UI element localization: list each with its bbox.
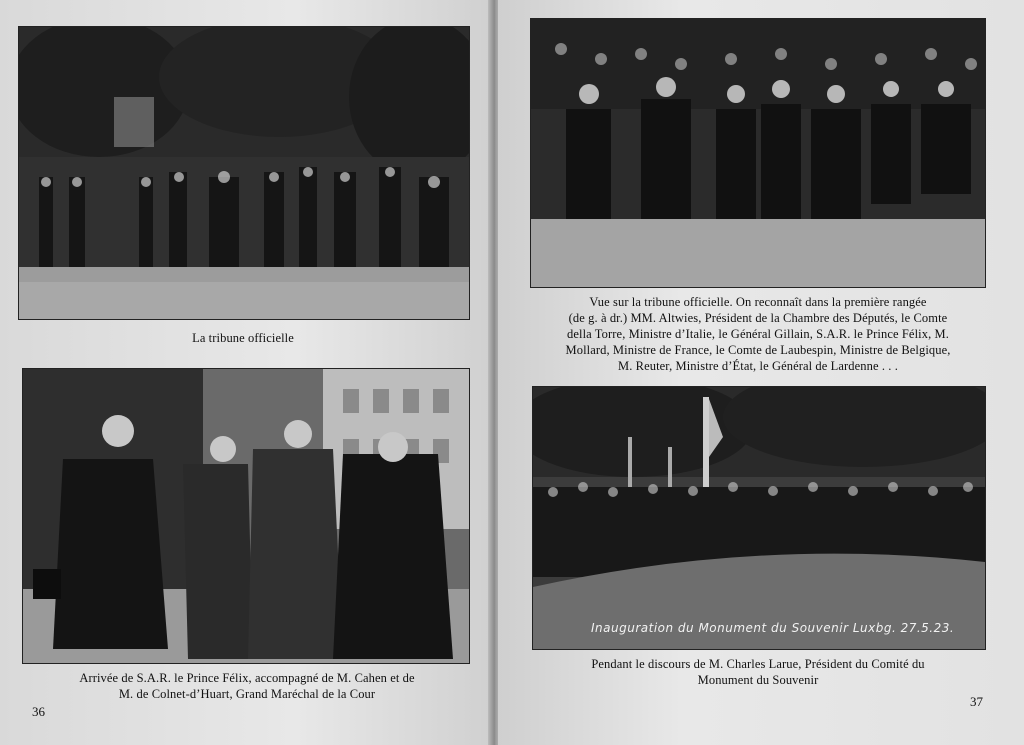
caption-line-5: M. Reuter, Ministre d’État, le Général de Lardenne . . . (617, 359, 898, 373)
left-page (0, 0, 492, 745)
page-number-right: 37 (970, 694, 983, 709)
right-page (498, 0, 1024, 745)
caption-prince-arrival-line1: Arrivée de S.A.R. le Prince Félix, accompagné de M. Cahen et de (79, 671, 415, 685)
caption-line-2: (de g. à dr.) MM. Altwies, Président de la Chambre des Députés, le Comte (568, 311, 948, 325)
caption-speech (532, 656, 984, 688)
caption-line-1: Vue sur la tribune officielle. On reconnaît dans la première rangée (589, 295, 927, 309)
caption-prince-arrival-line2: M. de Colnet-d’Huart, Grand Maréchal de la Cour (118, 687, 376, 701)
caption-line-4: Mollard, Ministre de France, le Comte de Laubespin, Ministre de Belgique, (565, 343, 951, 357)
photo-speech (532, 386, 986, 650)
caption-prince-arrival (24, 670, 470, 702)
caption-speech-line2: Monument du Souvenir (697, 673, 819, 687)
page-number-left: 36 (32, 704, 45, 719)
photo-speech-stamp: Inauguration du Monument du Souvenir Luxbg. 27.5.23. (591, 621, 955, 635)
caption-official-stand-view (532, 294, 984, 374)
caption-line-3: della Torre, Ministre d’Italie, le Général Gillain, S.A.R. le Prince Félix, M. (567, 327, 949, 341)
photo-official-stand-view (530, 18, 986, 288)
photo-prince-arrival (22, 368, 470, 664)
caption-speech-line1: Pendant le discours de M. Charles Larue, Président du Comité du (591, 657, 925, 671)
photo-official-stand (18, 26, 470, 320)
caption-official-stand: La tribune officielle (192, 331, 294, 345)
